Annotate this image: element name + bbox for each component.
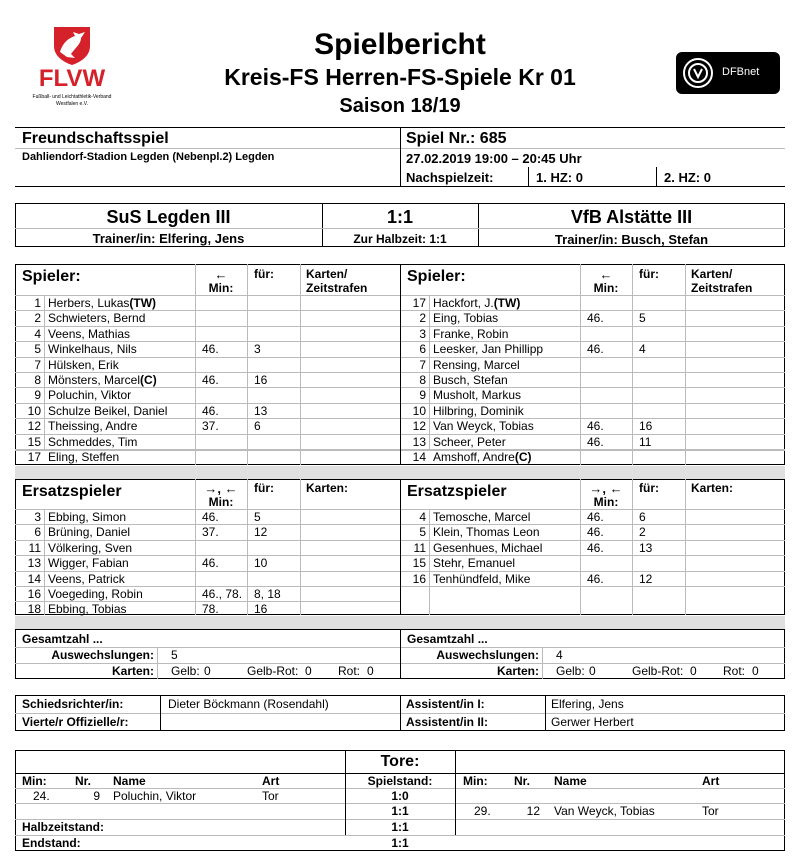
player-min: 46. (202, 342, 219, 357)
sub-nr: 18 (27, 602, 41, 617)
player-nr: 12 (27, 419, 41, 434)
sub-name: Ebbing, Simon (48, 510, 127, 524)
player-name-text: Schwieters, Bernd (48, 311, 146, 326)
sub-fuer-label-home: für: (254, 481, 274, 495)
rot-count-away: 0 (752, 664, 759, 678)
dfb-eagle-icon (682, 57, 714, 89)
player-min: 37. (202, 419, 219, 434)
min-arrow-away: ← (599, 267, 613, 282)
fourth-official-label: Vierte/r Offizielle/r: (22, 715, 129, 729)
player-name-text: Poluchin, Viktor (48, 388, 132, 403)
min-label-home: Min: (208, 281, 234, 295)
player-nr: 2 (419, 311, 426, 326)
player-nr: 2 (34, 311, 41, 326)
sub-fuer: 6 (639, 510, 646, 524)
fuer-label-home: für: (254, 267, 274, 281)
player-fuer: 16 (254, 373, 268, 387)
player-nr: 9 (419, 388, 426, 403)
sub-min-label-away: Min: (593, 495, 619, 509)
sub-name: Voegeding, Robin (48, 587, 143, 601)
goals-title: Tore: (380, 753, 420, 770)
venue: Dahliendorf-Stadion Legden (Nebenpl.2) Legden (22, 151, 275, 163)
player-nr: 10 (412, 403, 426, 418)
match-datetime: 27.02.2019 19:00 – 20:45 Uhr (406, 151, 582, 166)
ausw-label-away: Auswechslungen: (436, 648, 539, 662)
player-name-text: Winkelhaus, Nils (48, 342, 137, 357)
player-name (433, 358, 520, 373)
goals-col-score: Spielstand: (367, 774, 433, 788)
player-name-text: Rensing, Marcel (433, 357, 520, 372)
sub-nr: 11 (413, 540, 426, 555)
second-half-extra: 2. HZ: 0 (664, 170, 711, 185)
player-name-text: Eing, Tobias (433, 311, 499, 326)
dfbnet-logo (676, 52, 780, 94)
halftime-label: Halbzeitstand: (22, 820, 105, 834)
karten-summary-label-home: Karten: (111, 664, 154, 678)
sub-min-label-home: Min: (208, 495, 234, 509)
player-min: 46. (587, 342, 604, 357)
match-type: Freundschaftsspiel (22, 130, 169, 147)
sub-karten-label-away: Karten: (691, 481, 734, 495)
gelbrot-label-away: Gelb-Rot: (632, 664, 684, 678)
sub-nr: 6 (34, 525, 41, 540)
player-name-text: Eling, Steffen (48, 450, 120, 464)
player-name-text: Van Weyck, Tobias (433, 419, 534, 434)
player-role-tag: (C) (514, 450, 532, 464)
player-name-text: Herbers, Lukas (48, 296, 130, 310)
karten-summary-label-away: Karten: (496, 664, 539, 678)
goals-col-min-away: Min: (463, 774, 488, 788)
player-fuer: 6 (254, 419, 261, 434)
player-fuer: 4 (639, 342, 646, 357)
zeitstrafen-label-home: Zeitstrafen (306, 281, 368, 295)
gelbrot-count-home: 0 (305, 664, 312, 678)
goals-col-nr-away: Nr. (514, 774, 531, 788)
nachspielzeit-label: Nachspielzeit: (406, 170, 494, 185)
player-min: 46. (202, 403, 219, 418)
sub-name: Tenhündfeld, Mike (433, 571, 531, 586)
player-fuer: 16 (639, 419, 653, 434)
goal-art: Tor (702, 804, 719, 819)
player-name (433, 435, 506, 450)
assistant-1: Elfering, Jens (551, 697, 624, 711)
sub-nr: 4 (419, 510, 426, 524)
player-name (48, 342, 137, 357)
player-name-text: Musholt, Markus (433, 388, 522, 403)
sub-nr: 15 (412, 556, 426, 571)
sub-nr: 16 (27, 587, 41, 601)
player-name-text: Schulze Beikel, Daniel (48, 403, 168, 418)
player-name-text: Schmeddes, Tim (48, 434, 138, 449)
away-trainer: Trainer/in: Busch, Stefan (554, 232, 709, 247)
player-min: 46. (587, 434, 604, 449)
player-min: 46. (587, 311, 604, 326)
min-label-away: Min: (593, 281, 619, 295)
player-name-text: Busch, Stefan (433, 373, 508, 387)
goal-score: 1:1 (391, 804, 409, 819)
goals-col-name-away: Name (554, 774, 587, 788)
player-name (433, 311, 498, 326)
subs-header-home: Ersatzspieler (22, 483, 122, 500)
zeitstrafen-label-away: Zeitstrafen (691, 281, 753, 295)
sub-nr: 14 (27, 571, 41, 586)
player-nr: 17 (412, 296, 426, 310)
sub-min: 37. (202, 525, 219, 540)
player-role-tag: (TW) (493, 296, 521, 310)
sub-karten-label-home: Karten: (306, 481, 349, 495)
gelb-count-home: 0 (204, 664, 211, 678)
sub-name: Klein, Thomas Leon (433, 525, 540, 540)
sub-nr: 11 (28, 540, 41, 555)
player-nr: 14 (412, 450, 426, 464)
summary-label-away: Gesamtzahl ... (407, 632, 488, 646)
sub-nr: 3 (34, 510, 41, 524)
sub-min: 46. (587, 540, 604, 555)
player-nr: 12 (412, 419, 426, 434)
season-title: Saison 18/19 (339, 95, 461, 117)
player-min: 46. (587, 419, 604, 434)
goal-min: 29. (474, 804, 491, 819)
goals-col-art: Art (262, 774, 280, 788)
sub-fuer: 12 (639, 571, 653, 586)
ausw-count-home: 5 (171, 648, 178, 662)
player-name (48, 373, 157, 388)
competition-title: Kreis-FS Herren-FS-Spiele Kr 01 (224, 64, 576, 90)
player-name (433, 296, 520, 311)
player-nr: 1 (34, 296, 41, 310)
sub-fuer: 12 (254, 525, 268, 540)
player-nr: 9 (34, 388, 41, 403)
sub-fuer: 5 (254, 510, 261, 524)
player-name (48, 404, 167, 419)
end-result: 1:1 (391, 836, 409, 850)
assistant-2: Gerwer Herbert (551, 715, 634, 729)
sub-fuer: 16 (254, 602, 268, 617)
goal-nr: 9 (93, 789, 100, 803)
halftime-score: Zur Halbzeit: 1:1 (353, 232, 447, 246)
ausw-count-away: 4 (556, 648, 563, 662)
sub-fuer: 2 (639, 525, 646, 540)
gelb-label-away: Gelb: (556, 664, 585, 678)
player-fuer: 11 (639, 434, 652, 449)
rot-label-home: Rot: (338, 664, 361, 678)
player-nr: 13 (412, 434, 426, 449)
player-name (48, 419, 137, 434)
player-name (433, 373, 508, 388)
player-name (48, 388, 131, 403)
player-name (433, 419, 534, 434)
sub-name: Brüning, Daniel (48, 525, 131, 540)
subs-header-away: Ersatzspieler (407, 483, 507, 500)
goal-score: 1:0 (391, 789, 409, 803)
player-name (433, 327, 508, 342)
sub-min: 46. (202, 510, 219, 524)
player-nr: 17 (27, 450, 41, 464)
away-team: VfB Alstätte III (570, 207, 693, 227)
rot-label-away: Rot: (723, 664, 746, 678)
players-header-home: Spieler: (22, 268, 81, 285)
player-name-text: Hülsken, Erik (48, 357, 119, 372)
dfbnet-logo-text: DFBnet (722, 66, 760, 78)
referee-label: Schiedsrichter/in: (22, 697, 124, 711)
goal-nr: 12 (526, 804, 540, 819)
player-fuer: 5 (639, 311, 646, 326)
sub-min: 46. (202, 556, 219, 571)
player-nr: 7 (34, 357, 41, 372)
sub-arrows-away: →, ← (589, 481, 623, 496)
sub-name: Wigger, Fabian (48, 556, 129, 571)
home-team: SuS Legden III (106, 207, 231, 227)
flvw-logo-sub2: Westfalen e.V. (56, 101, 88, 107)
goals-col-min: Min: (22, 774, 47, 788)
sub-name: Temosche, Marcel (433, 510, 531, 524)
sub-fuer: 10 (254, 556, 268, 571)
player-name-text: Mönsters, Marcel (48, 373, 141, 387)
page-title: Spielbericht (314, 28, 486, 61)
sub-name: Gesenhues, Michael (433, 540, 543, 555)
player-name (433, 450, 532, 465)
goal-name: Poluchin, Viktor (113, 789, 197, 803)
goal-min: 24. (33, 789, 50, 803)
goals-col-nr: Nr. (75, 774, 92, 788)
player-name-text: Hackfort, J. (433, 296, 494, 310)
first-half-extra: 1. HZ: 0 (536, 170, 583, 185)
sub-name: Stehr, Emanuel (433, 556, 516, 571)
player-name (433, 342, 543, 357)
player-name (433, 404, 524, 419)
final-score: 1:1 (386, 207, 413, 227)
ausw-label-home: Auswechslungen: (51, 648, 154, 662)
player-name-text: Theissing, Andre (48, 419, 138, 434)
gelb-label-home: Gelb: (171, 664, 200, 678)
sub-nr: 16 (412, 571, 426, 586)
home-trainer: Trainer/in: Elfering, Jens (92, 231, 245, 246)
player-name-text: Veens, Mathias (48, 326, 131, 341)
summary-label-home: Gesamtzahl ... (22, 632, 103, 646)
goals-col-art-away: Art (702, 774, 720, 788)
karten-label-home: Karten/ (306, 267, 348, 281)
karten-label-away: Karten/ (691, 267, 733, 281)
sub-nr: 5 (419, 525, 426, 540)
player-name (48, 450, 119, 465)
sub-fuer-label-away: für: (639, 481, 659, 495)
goal-name: Van Weyck, Tobias (554, 804, 655, 819)
min-arrow-home: ← (214, 267, 228, 282)
sub-name: Völkering, Sven (48, 540, 133, 555)
end-label: Endstand: (22, 836, 81, 850)
player-name-text: Scheer, Peter (433, 434, 506, 449)
gelbrot-label-home: Gelb-Rot: (247, 664, 299, 678)
sub-name: Ebbing, Tobias (48, 602, 127, 617)
sub-name: Veens, Patrick (48, 571, 125, 586)
sub-min: 46. (587, 510, 604, 524)
assistant-2-label: Assistent/in II: (406, 715, 489, 729)
player-name (48, 358, 119, 373)
halftime-result: 1:1 (391, 820, 409, 834)
sub-min: 78. (202, 602, 219, 617)
sub-nr: 13 (27, 556, 41, 571)
player-nr: 3 (419, 326, 426, 341)
player-name-text: Hilbring, Dominik (433, 403, 524, 418)
gelb-count-away: 0 (589, 664, 596, 678)
player-nr: 7 (419, 357, 426, 372)
player-nr: 8 (419, 373, 426, 387)
player-name (48, 435, 137, 450)
referee: Dieter Böckmann (Rosendahl) (168, 697, 329, 711)
rot-count-home: 0 (367, 664, 374, 678)
player-role-tag: (TW) (129, 296, 157, 310)
player-name-text: Leesker, Jan Phillipp (433, 342, 544, 357)
goal-art: Tor (262, 789, 279, 803)
player-fuer: 3 (254, 342, 261, 357)
sub-min: 46. (587, 525, 604, 540)
player-name-text: Amshoff, Andre (433, 450, 515, 464)
player-nr: 15 (27, 434, 41, 449)
player-nr: 5 (34, 342, 41, 357)
players-header-away: Spieler: (407, 268, 466, 285)
match-number: Spiel Nr.: 685 (406, 130, 507, 147)
player-name (48, 296, 156, 311)
flvw-logo-sub1: Fußball- und Leichtathletik-Verband (32, 94, 112, 100)
sub-min: 46. (587, 571, 604, 586)
goals-col-name: Name (113, 774, 146, 788)
sub-fuer: 8, 18 (254, 587, 281, 601)
player-name (48, 311, 145, 326)
player-fuer: 13 (254, 403, 268, 418)
sub-fuer: 13 (639, 540, 653, 555)
player-name-text: Franke, Robin (433, 326, 509, 341)
player-role-tag: (C) (140, 373, 157, 387)
player-nr: 10 (27, 403, 41, 418)
player-nr: 6 (419, 342, 426, 357)
sub-min: 46., 78. (202, 587, 243, 601)
player-nr: 8 (34, 373, 41, 387)
flvw-logo-text: FLVW (38, 65, 106, 92)
sub-arrows-home: →, ← (204, 481, 238, 496)
fuer-label-away: für: (639, 267, 659, 281)
player-name (433, 388, 521, 403)
assistant-1-label: Assistent/in I: (406, 697, 485, 711)
player-name (48, 327, 130, 342)
player-nr: 4 (34, 326, 41, 341)
gelbrot-count-away: 0 (690, 664, 697, 678)
player-min: 46. (202, 373, 219, 387)
